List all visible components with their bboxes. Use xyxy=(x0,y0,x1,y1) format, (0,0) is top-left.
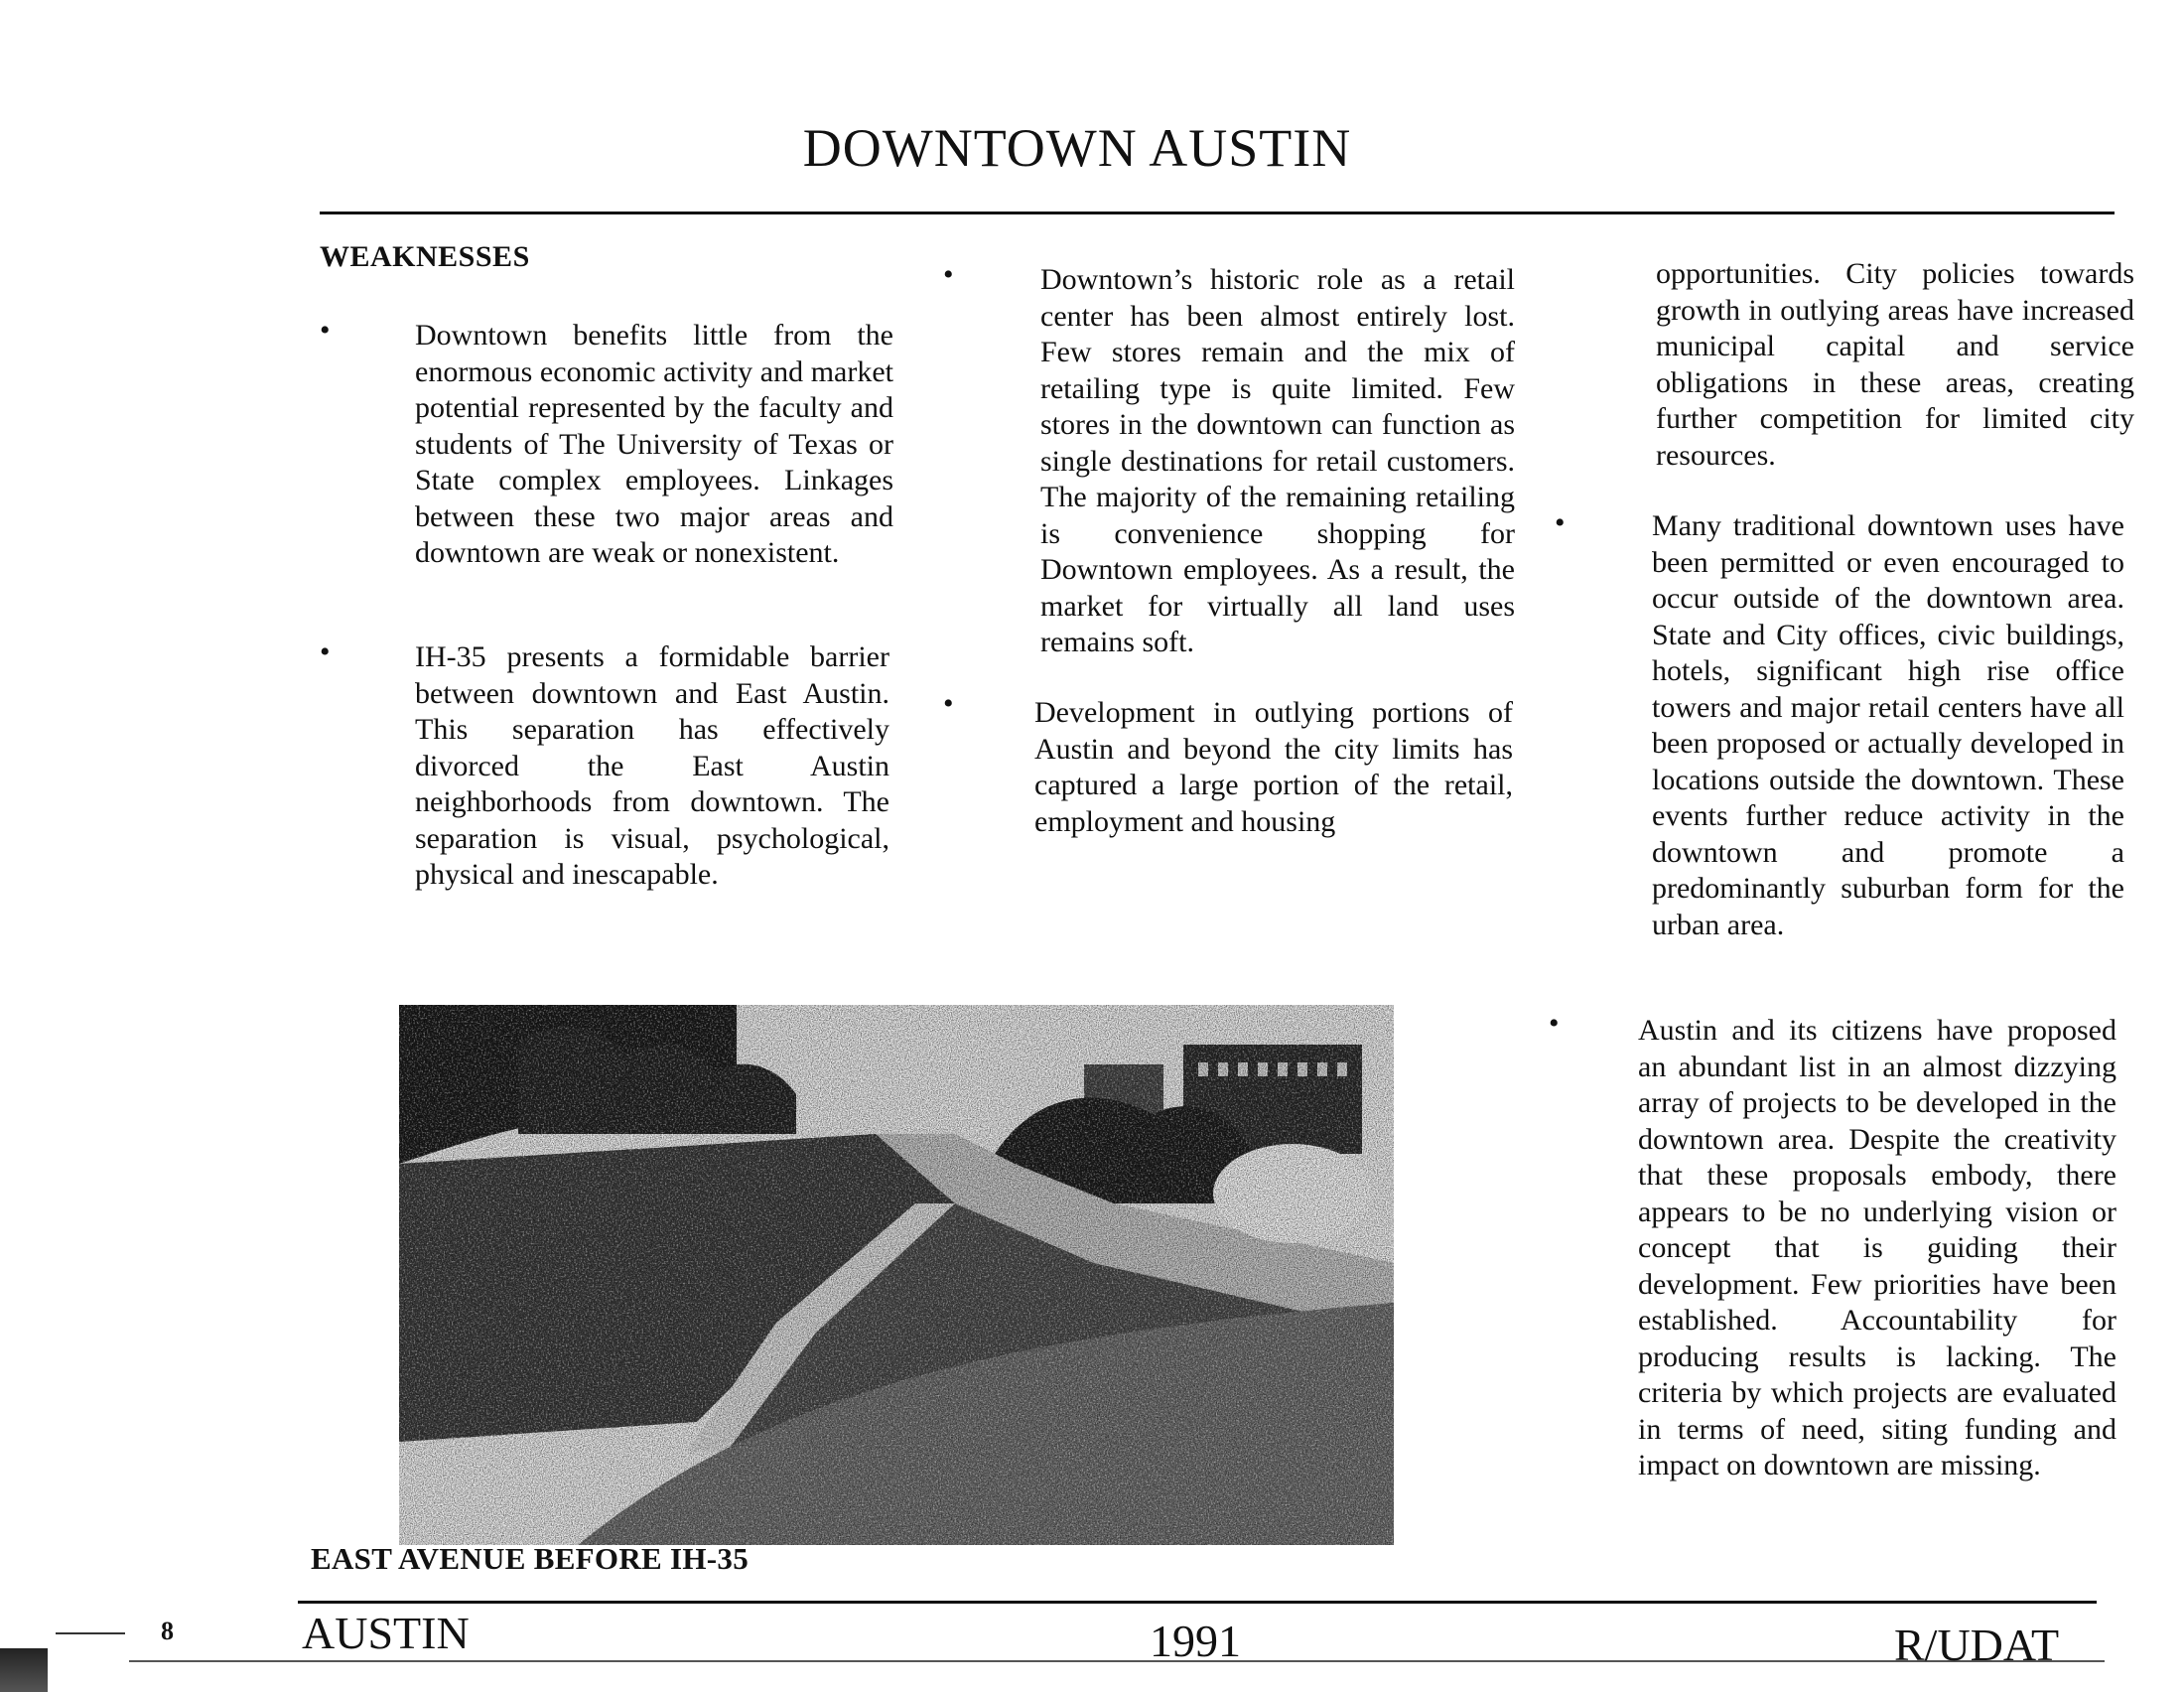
paragraph-ih35-barrier: IH-35 presents a formidable barrier between downtown and East Austin. This separation has effectively divorced the East Austin neighborhoods from downtown. The separation is visual, psychological, physical and inescapable. xyxy=(415,640,889,891)
footer-left-text: AUSTIN xyxy=(302,1608,470,1658)
footer-center-year: 1991 xyxy=(1150,1616,1241,1666)
footer-base-rule xyxy=(129,1660,2105,1662)
header-rule xyxy=(320,212,2115,214)
paragraph-retail-role: Downtown’s historic role as a retail center has been almost entirely lost. Few stores remain and the mix of retailing type is quite limited. Few stores in the downtown can function as single destinations for retail customers. The majority of the remaining retailing is convenience shopping for Downtown employees. As a result, the market for virtually all land uses remains soft. xyxy=(1040,263,1515,658)
bullet-marker: • xyxy=(1555,506,1566,539)
historic-photo xyxy=(399,1005,1394,1545)
photo-caption: EAST AVENUE BEFORE IH-35 xyxy=(311,1541,750,1576)
bullet-marker: • xyxy=(320,635,331,668)
paragraph-outlying-development-continued: opportunities. City policies towards growth in outlying areas have increased municipal capital and service obligations in these areas, creating further competition for limited city resources. xyxy=(1656,257,2134,472)
bullet-marker: • xyxy=(1549,1007,1560,1040)
bullet-marker: • xyxy=(320,314,331,347)
footer-rule xyxy=(298,1601,2097,1604)
page-number: 8 xyxy=(161,1617,174,1645)
page-title: DOWNTOWN AUSTIN xyxy=(802,118,1352,178)
bullet-marker: • xyxy=(943,687,954,720)
paragraph-outlying-development: Development in outlying portions of Austin and beyond the city limits has captured a large portion of the retail, employment and housing xyxy=(1034,696,1513,838)
paragraph-projects-vision: Austin and its citizens have proposed an abundant list in an almost dizzying array of projects to be developed in the downtown area. Despite the creativity that these proposals embody, there appears to be no underlying vision or concept that is guiding their development. Few priorities have been established. Accountability for producing results is lacking. The criteria by which projects are evaluated in terms of need, siting funding and impact on downtown are missing. xyxy=(1638,1014,2116,1481)
scan-artifact xyxy=(56,1632,125,1634)
footer-right-text: R/UDAT xyxy=(1894,1620,2060,1670)
section-heading: WEAKNESSES xyxy=(320,240,530,273)
paragraph-university-linkage: Downtown benefits little from the enormous economic activity and market potential represented by the faculty and students of The University of Texas or State complex employees. Linkages between these two major areas and downtown are weak or nonexistent. xyxy=(415,319,893,569)
bullet-marker: • xyxy=(943,258,954,291)
paragraph-traditional-uses: Many traditional downtown uses have been permitted or even encouraged to occur outside of the downtown area. State and City offices, civic buildings, hotels, significant high rise office towers and major retail centers have all been proposed or actually developed in locations outside the downtown. These events further reduce activity in the downtown and promote a predominantly suburban form for the urban area. xyxy=(1652,509,2124,941)
scan-artifact xyxy=(0,1648,48,1692)
